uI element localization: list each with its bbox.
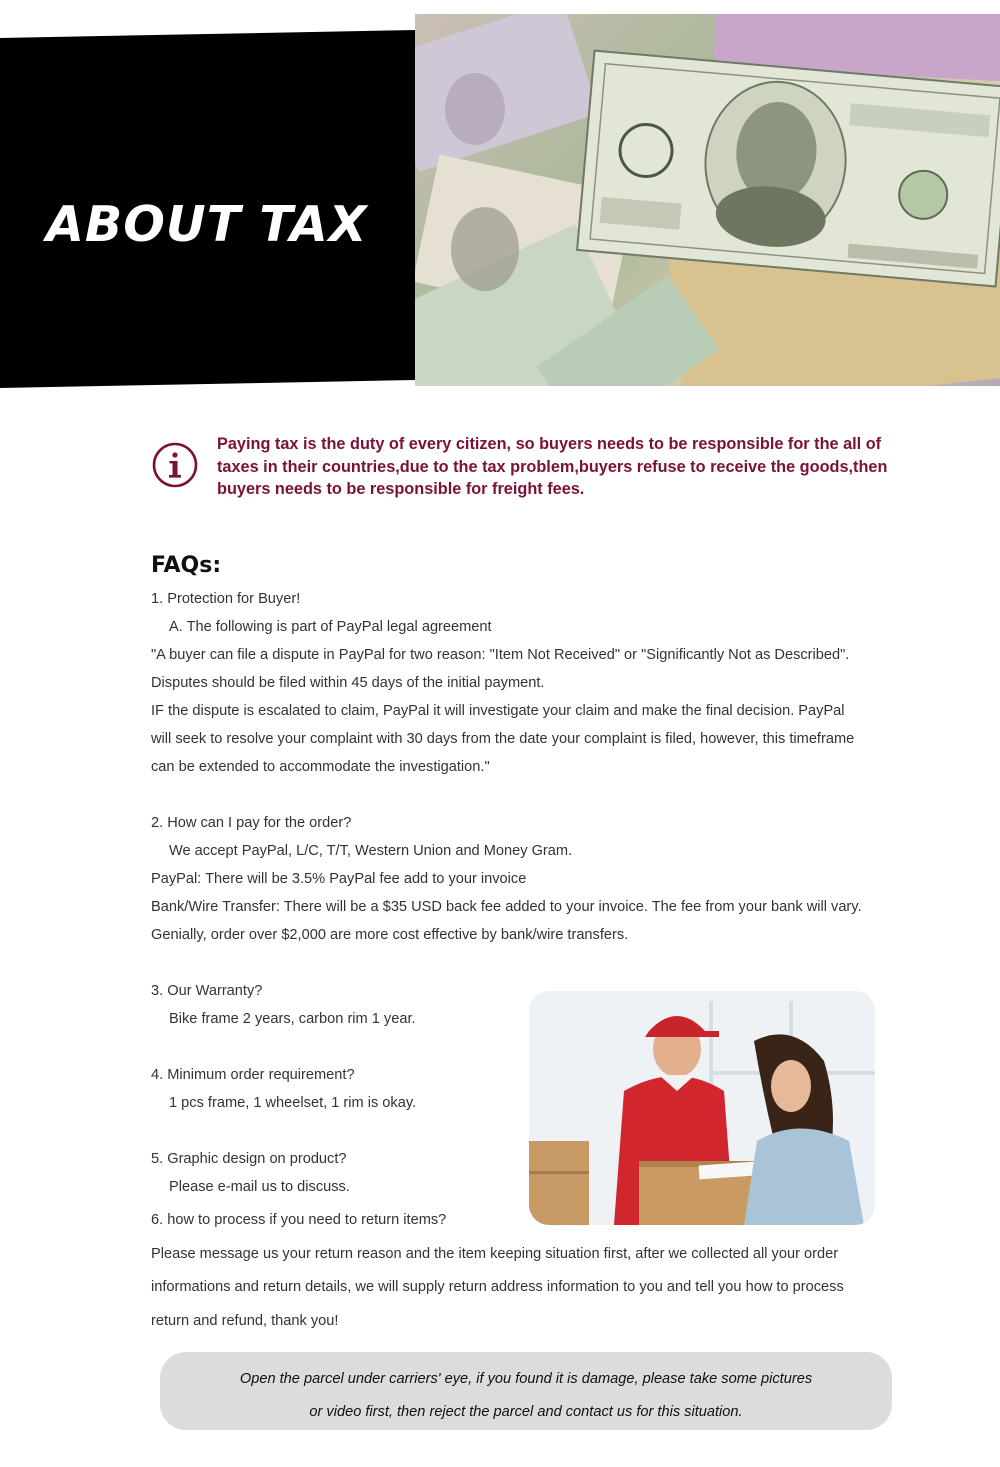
delivery-photo	[529, 991, 875, 1225]
faq-answer-6-line: Please message us your return reason and the item keeping situation first, after we collected all your order	[151, 1246, 839, 1262]
info-icon	[152, 442, 198, 488]
faq-answer-2-line: Genially, order over $2,000 are more cost effective by bank/wire transfers.	[151, 927, 629, 943]
faq-question-4: 4. Minimum order requirement?	[151, 1067, 355, 1083]
faq-question-2: 2. How can I pay for the order?	[151, 815, 352, 831]
faq-question-5: 5. Graphic design on product?	[151, 1151, 347, 1167]
faq-answer-2-sub: We accept PayPal, L/C, T/T, Western Union and Money Gram.	[169, 843, 573, 859]
faq-question-6: 6. how to process if you need to return items?	[151, 1212, 447, 1228]
parcel-warning-line: or video first, then reject the parcel and contact us for this situation.	[309, 1404, 743, 1420]
faq-answer-1-line: Disputes should be filed within 45 days of the initial payment.	[151, 675, 545, 691]
faq-answer-5: Please e-mail us to discuss.	[169, 1179, 350, 1195]
faq-answer-2-line: Bank/Wire Transfer: There will be a $35 USD back fee added to your invoice. The fee from your bank will vary.	[151, 899, 862, 915]
faq-answer-2-line: PayPal: There will be 3.5% PayPal fee add to your invoice	[151, 871, 527, 887]
faq-answer-4: 1 pcs frame, 1 wheelset, 1 rim is okay.	[169, 1095, 417, 1111]
faq-answer-1-line: "A buyer can file a dispute in PayPal for two reason: "Item Not Received" or "Significantly Not as Described".	[151, 647, 850, 663]
faq-answer-1-line: can be extended to accommodate the investigation."	[151, 759, 490, 775]
banner-title: ABOUT TAX	[46, 196, 368, 253]
tax-notice-text: Paying tax is the duty of every citizen, so buyers needs to be responsible for the all of taxes in their countries,due to the tax problem,buyers refuse to receive the goods,then buyers needs to be responsible for freight fees.	[217, 435, 888, 498]
faq-question-3: 3. Our Warranty?	[151, 983, 263, 999]
faq-answer-1-sub: A. The following is part of PayPal legal agreement	[169, 619, 492, 635]
parcel-warning-text	[160, 1363, 892, 1429]
faq-heading: FAQs:	[151, 553, 222, 578]
header-banner	[0, 0, 1000, 400]
banknotes-illustration	[415, 14, 1000, 386]
faq-question-1: 1. Protection for Buyer!	[151, 591, 301, 607]
faq-answer-3: Bike frame 2 years, carbon rim 1 year.	[169, 1011, 416, 1027]
banknotes-photo	[415, 14, 1000, 386]
faq-answer-1-line: IF the dispute is escalated to claim, PayPal it will investigate your claim and make the final decision. PayPal	[151, 703, 845, 719]
parcel-warning-box	[160, 1352, 892, 1430]
parcel-warning-line: Open the parcel under carriers' eye, if you found it is damage, please take some pictures	[239, 1371, 813, 1387]
faq-answer-6-line: informations and return details, we will supply return address information to you and tell you how to process	[151, 1279, 844, 1295]
faq-answer-1-line: will seek to resolve your complaint with 30 days from the date your complaint is filed, however, this timeframe	[151, 731, 855, 747]
faq-answer-6-line: return and refund, thank you!	[151, 1313, 339, 1329]
